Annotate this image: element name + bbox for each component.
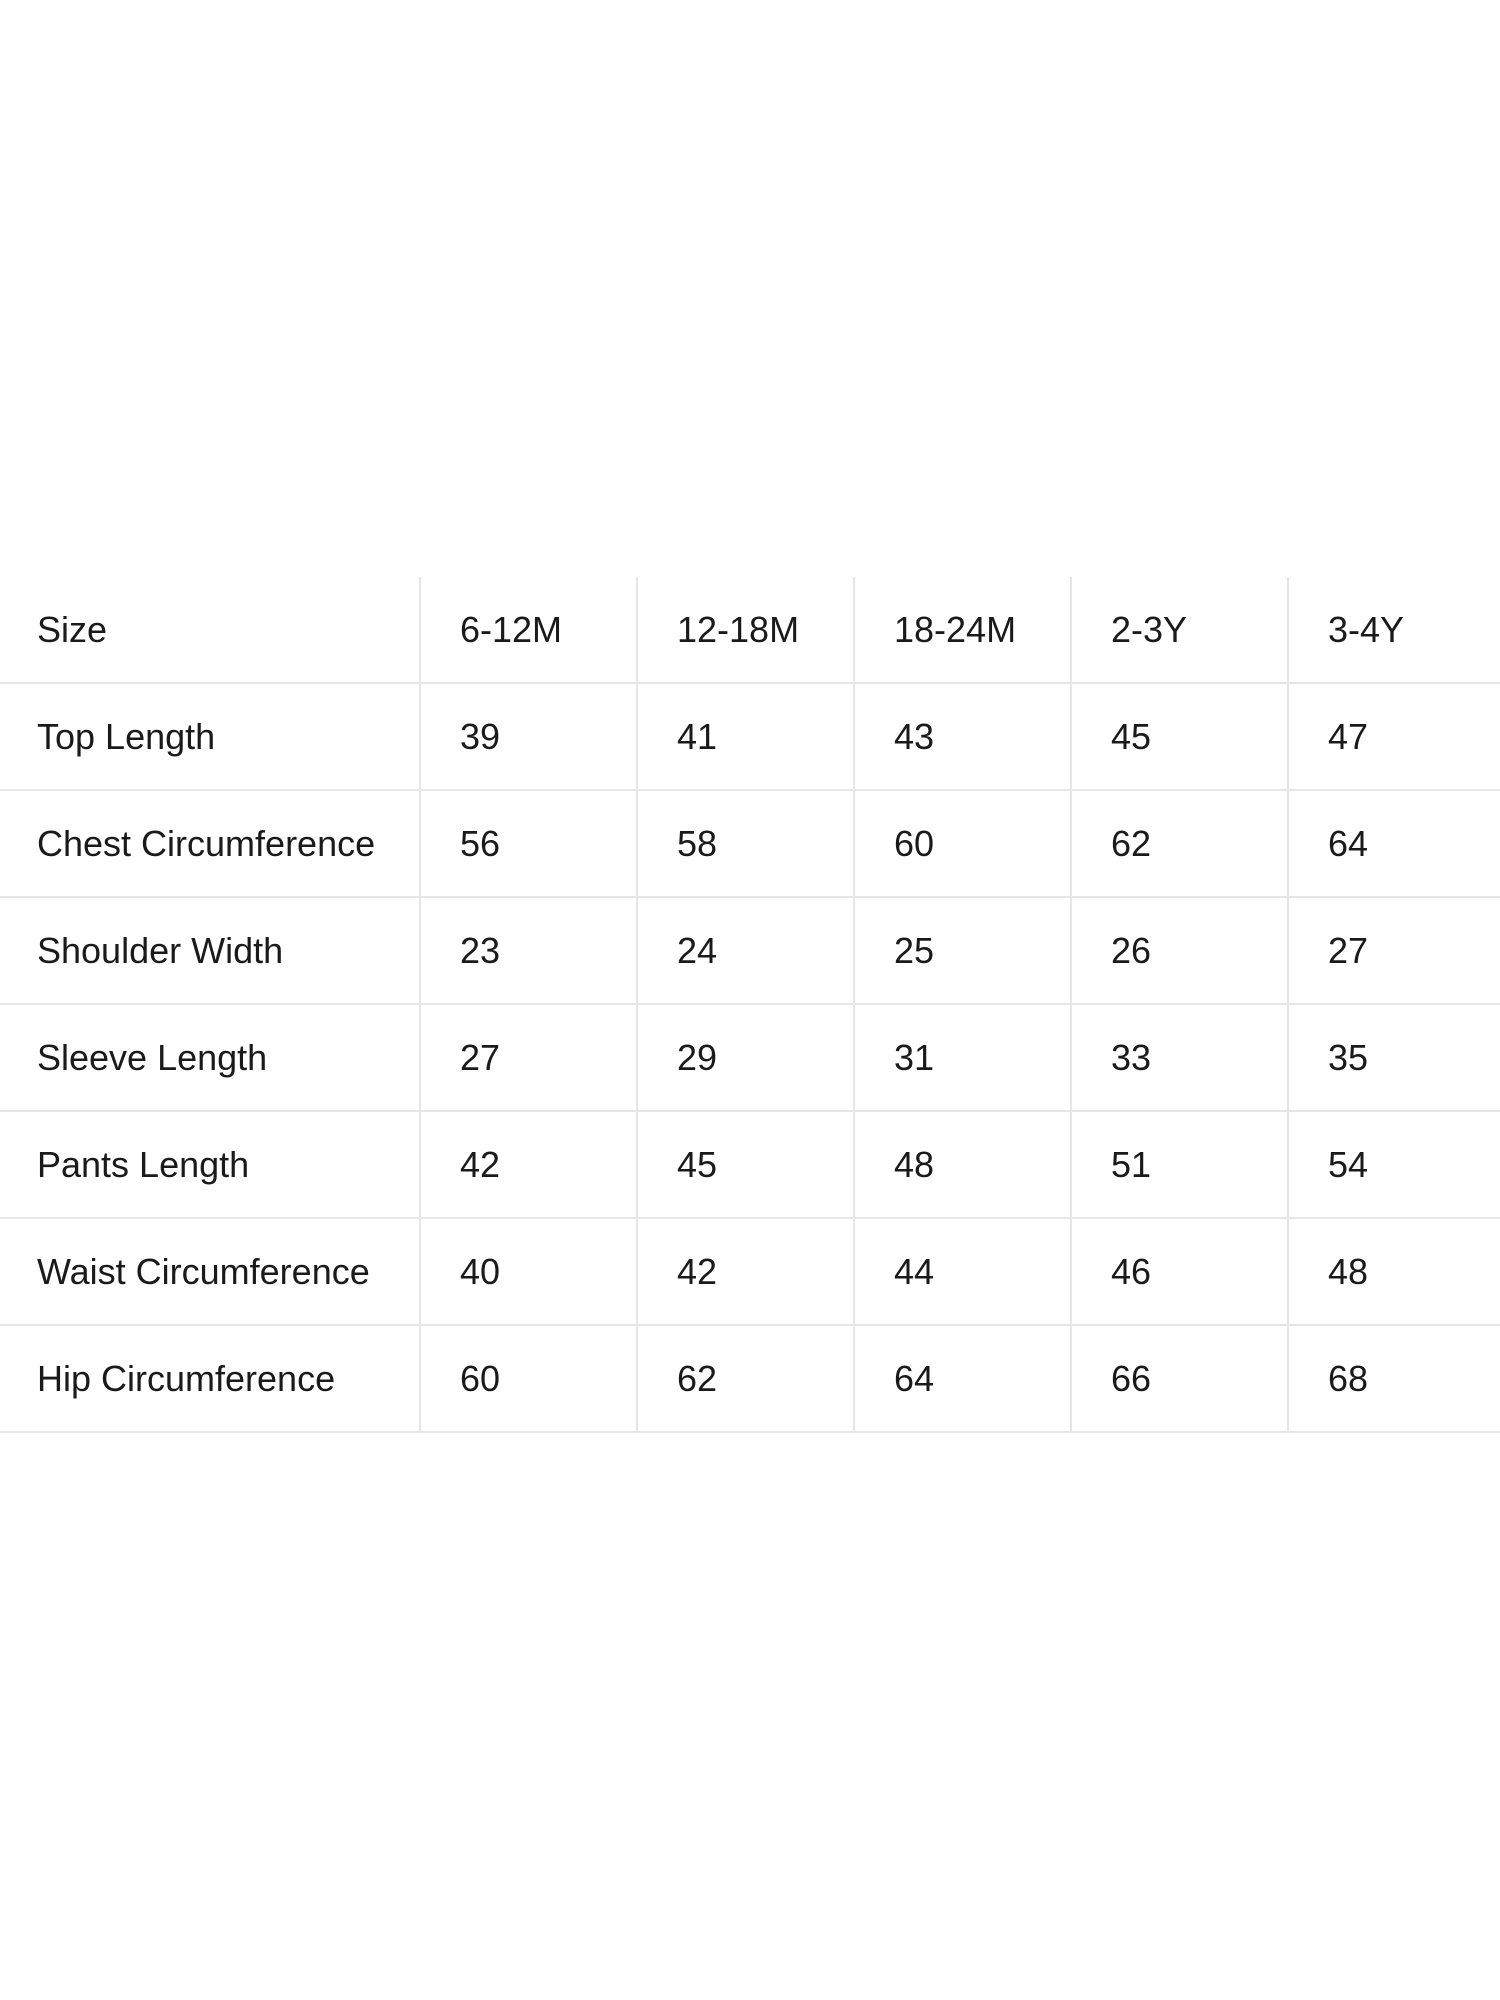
table-row-waist-circumference [0, 1218, 1500, 1325]
table-cell: 27 [1288, 897, 1500, 1004]
table-cell: 39 [420, 683, 637, 790]
table-cell: 25 [854, 897, 1071, 1004]
table-cell: 47 [1288, 683, 1500, 790]
table-cell: 35 [1288, 1004, 1500, 1111]
header-row [0, 577, 1500, 683]
table-cell: 60 [420, 1325, 637, 1432]
table-cell: 29 [637, 1004, 854, 1111]
table-cell: 46 [1071, 1218, 1288, 1325]
header-size-2-3y: 2-3Y [1071, 577, 1288, 683]
header-size-18-24m: 18-24M [854, 577, 1071, 683]
table-cell: 42 [420, 1111, 637, 1218]
table-cell: 48 [854, 1111, 1071, 1218]
table-cell: 41 [637, 683, 854, 790]
table-cell: 23 [420, 897, 637, 1004]
header-size-3-4y: 3-4Y [1288, 577, 1500, 683]
row-label: Chest Circumference [0, 790, 420, 897]
row-label: Shoulder Width [0, 897, 420, 1004]
table-row-hip-circumference [0, 1325, 1500, 1432]
table-row-sleeve-length [0, 1004, 1500, 1111]
table-cell: 64 [1288, 790, 1500, 897]
table-cell: 27 [420, 1004, 637, 1111]
table-cell: 44 [854, 1218, 1071, 1325]
table-cell: 45 [1071, 683, 1288, 790]
row-label: Hip Circumference [0, 1325, 420, 1432]
table-cell: 62 [1071, 790, 1288, 897]
header-size-label: Size [0, 577, 420, 683]
table-cell: 60 [854, 790, 1071, 897]
table-cell: 48 [1288, 1218, 1500, 1325]
table-cell: 40 [420, 1218, 637, 1325]
size-chart-table [0, 577, 1500, 1433]
table-cell: 68 [1288, 1325, 1500, 1432]
table-cell: 26 [1071, 897, 1288, 1004]
table-cell: 31 [854, 1004, 1071, 1111]
row-label: Top Length [0, 683, 420, 790]
table-cell: 45 [637, 1111, 854, 1218]
table-cell: 64 [854, 1325, 1071, 1432]
table-row-shoulder-width [0, 897, 1500, 1004]
table-cell: 51 [1071, 1111, 1288, 1218]
table-row-chest-circumference [0, 790, 1500, 897]
row-label: Pants Length [0, 1111, 420, 1218]
table-cell: 33 [1071, 1004, 1288, 1111]
header-size-6-12m: 6-12M [420, 577, 637, 683]
table-cell: 58 [637, 790, 854, 897]
row-label: Waist Circumference [0, 1218, 420, 1325]
table-row-top-length [0, 683, 1500, 790]
table-cell: 62 [637, 1325, 854, 1432]
table-cell: 43 [854, 683, 1071, 790]
table-row-pants-length [0, 1111, 1500, 1218]
table-cell: 54 [1288, 1111, 1500, 1218]
table-cell: 56 [420, 790, 637, 897]
table-cell: 66 [1071, 1325, 1288, 1432]
header-size-12-18m: 12-18M [637, 577, 854, 683]
table-cell: 24 [637, 897, 854, 1004]
table-cell: 42 [637, 1218, 854, 1325]
row-label: Sleeve Length [0, 1004, 420, 1111]
